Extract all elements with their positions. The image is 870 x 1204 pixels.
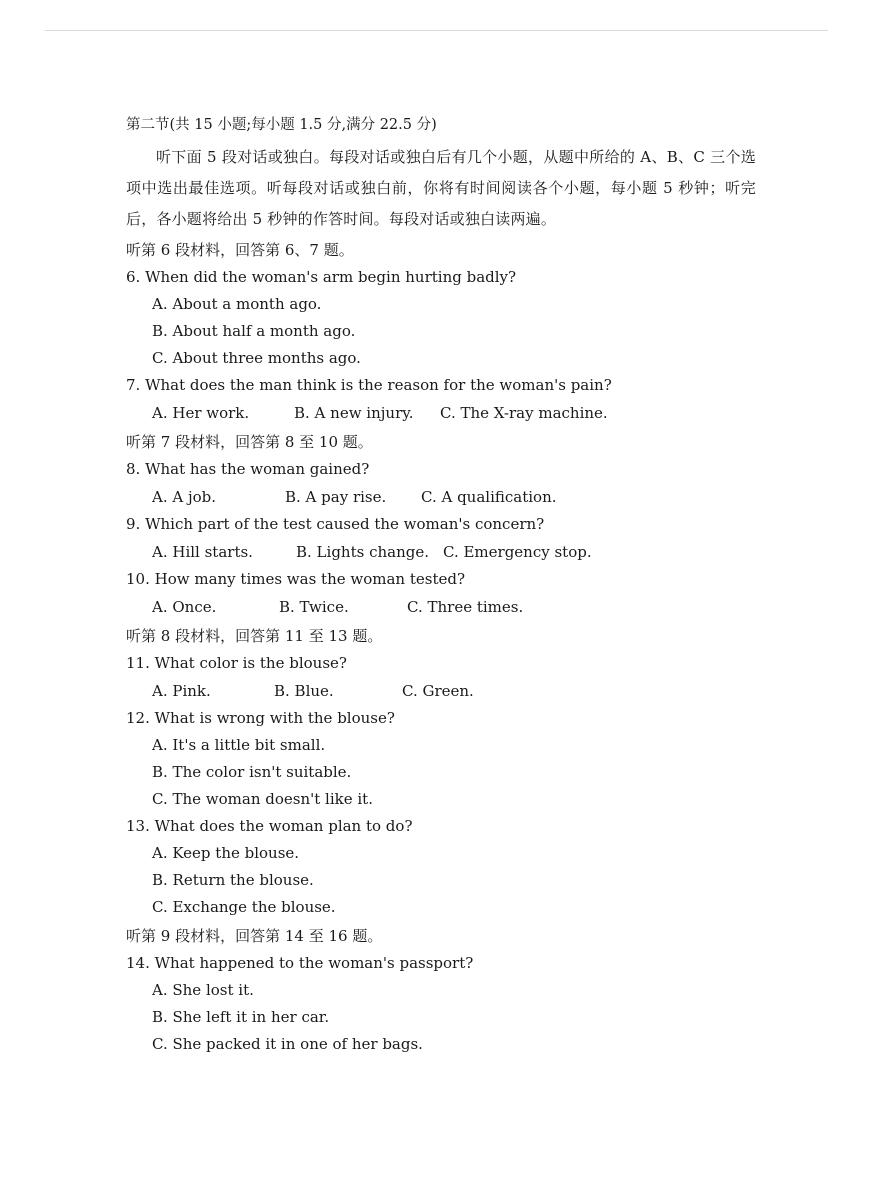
answer-options-row: [126, 677, 756, 705]
instructions-text: 听下面 5 段对话或独白。每段对话或独白后有几个小题，从题中所给的 A、B、C 三个选项中选出最佳选项。听每段对话或独白前，你将有时间阅读各个小题，每小题 5 秒钟；听完后，各小题将给出 5 秒钟的作答时间。每段对话或独白读两遍。: [126, 148, 756, 228]
answer-option[interactable]: C. She packed it in one of her bags.: [152, 1035, 423, 1053]
answer-option[interactable]: A. She lost it.: [152, 981, 254, 999]
answer-option[interactable]: C. About three months ago.: [152, 349, 361, 367]
question-stem: 8. What has the woman gained?: [126, 460, 370, 478]
answer-options-row: [126, 538, 756, 566]
answer-option[interactable]: C. The X-ray machine.: [440, 404, 608, 422]
answer-option[interactable]: C. Three times.: [407, 598, 524, 616]
answer-option[interactable]: A. Hill starts.: [152, 543, 253, 561]
answer-option[interactable]: A. Once.: [152, 598, 217, 616]
exam-content: [126, 112, 756, 1058]
question-stem: 9. Which part of the test caused the woman's concern?: [126, 515, 545, 533]
question-stem: 14. What happened to the woman's passport?: [126, 954, 474, 972]
section-instructions: [126, 142, 756, 235]
question-stem: 12. What is wrong with the blouse?: [126, 709, 395, 727]
answer-option[interactable]: B. She left it in her car.: [152, 1008, 330, 1026]
answer-option[interactable]: B. Twice.: [279, 598, 349, 616]
answer-option[interactable]: B. About half a month ago.: [152, 322, 356, 340]
question-stem: 6. When did the woman's arm begin hurting badly?: [126, 268, 517, 286]
group-header: 听第 6 段材料，回答第 6、7 题。: [126, 241, 354, 259]
answer-option[interactable]: A. It's a little bit small.: [152, 736, 326, 754]
answer-option[interactable]: B. Blue.: [274, 682, 334, 700]
answer-option[interactable]: A. A job.: [152, 488, 217, 506]
answer-option[interactable]: B. A pay rise.: [285, 488, 387, 506]
answer-option[interactable]: C. The woman doesn't like it.: [152, 790, 373, 808]
question-stem: 11. What color is the blouse?: [126, 654, 347, 672]
question-stem: 13. What does the woman plan to do?: [126, 817, 413, 835]
page-top-rule: [45, 30, 828, 31]
answer-options-row: [126, 593, 756, 621]
answer-option[interactable]: A. About a month ago.: [152, 295, 322, 313]
answer-options-row: [126, 483, 756, 511]
question-stem: 10. How many times was the woman tested?: [126, 570, 466, 588]
group-header: 听第 7 段材料，回答第 8 至 10 题。: [126, 433, 373, 451]
answer-option[interactable]: C. A qualification.: [421, 488, 557, 506]
group-header: 听第 9 段材料，回答第 14 至 16 题。: [126, 927, 383, 945]
answer-option[interactable]: A. Her work.: [152, 404, 250, 422]
answer-option[interactable]: B. Return the blouse.: [152, 871, 314, 889]
answer-options-row: [126, 399, 756, 427]
answer-option[interactable]: A. Keep the blouse.: [152, 844, 300, 862]
answer-option[interactable]: C. Emergency stop.: [443, 543, 592, 561]
group-header: 听第 8 段材料，回答第 11 至 13 题。: [126, 627, 383, 645]
answer-option[interactable]: B. Lights change.: [296, 543, 429, 561]
question-stem: 7. What does the man think is the reason for the woman's pain?: [126, 376, 612, 394]
answer-option[interactable]: B. The color isn't suitable.: [152, 763, 352, 781]
answer-option[interactable]: A. Pink.: [152, 682, 211, 700]
answer-option[interactable]: C. Green.: [402, 682, 474, 700]
section-title: 第二节(共 15 小题;每小题 1.5 分,满分 22.5 分): [126, 117, 437, 133]
answer-option[interactable]: B. A new injury.: [294, 404, 414, 422]
answer-option[interactable]: C. Exchange the blouse.: [152, 898, 336, 916]
